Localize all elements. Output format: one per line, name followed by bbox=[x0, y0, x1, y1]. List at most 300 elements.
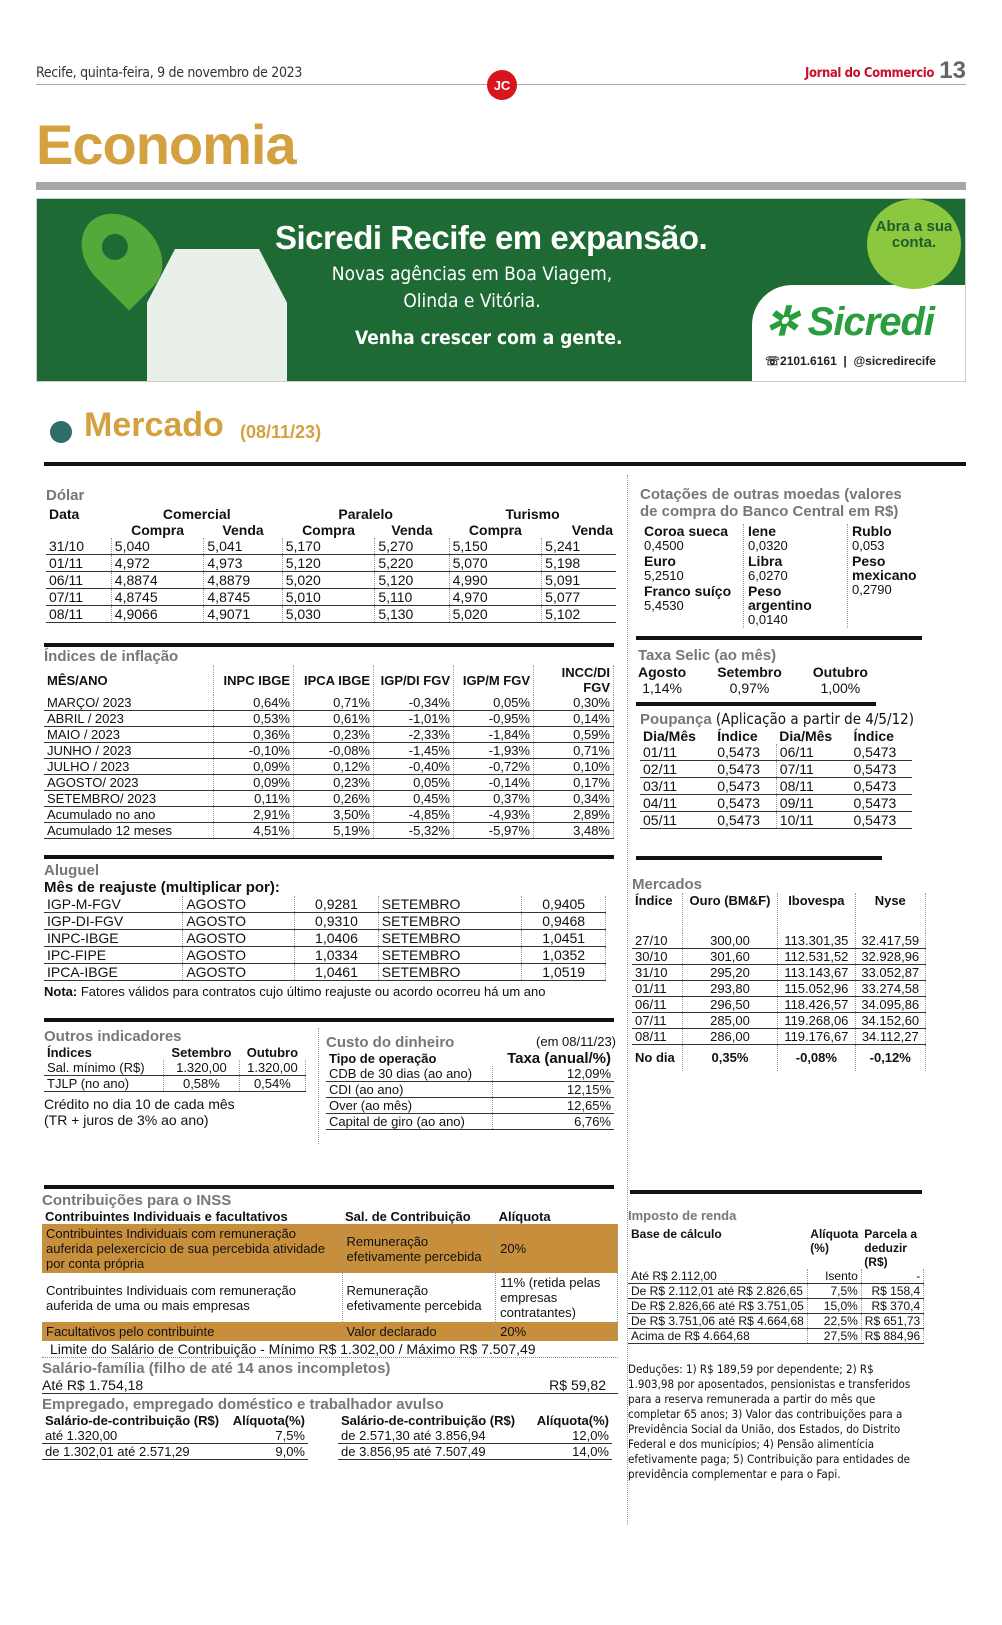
cell: -0,14% bbox=[454, 775, 534, 791]
cell: 0,23% bbox=[294, 775, 374, 791]
cell: 7,5% bbox=[227, 1428, 308, 1444]
mercados-row bbox=[632, 1029, 926, 1045]
section-bar bbox=[36, 182, 966, 190]
inflacao-row bbox=[44, 775, 614, 791]
inflacao-row bbox=[44, 823, 614, 839]
cell: 20% bbox=[496, 1322, 618, 1341]
col-taxa: Taxa (anual/%) bbox=[507, 1050, 611, 1067]
cell: ABRIL / 2023 bbox=[44, 711, 214, 727]
dolar-table bbox=[46, 506, 616, 623]
cell: 14,0% bbox=[529, 1444, 612, 1460]
cell: Isento bbox=[807, 1269, 861, 1284]
cell: 0,36% bbox=[214, 727, 294, 743]
cell: -1,93% bbox=[454, 743, 534, 759]
cell: Contribuintes Individuais com remuneração auferida pelexercício de sua percebida atividade por conta própria bbox=[42, 1224, 342, 1273]
outros-note-1: Crédito no dia 10 de cada mês bbox=[44, 1096, 235, 1112]
cell: 5,070 bbox=[449, 555, 542, 572]
custo-row bbox=[326, 1066, 614, 1082]
cell: 12,15% bbox=[492, 1082, 614, 1098]
rule bbox=[44, 1185, 614, 1189]
cell: R$ 158,4 bbox=[861, 1284, 923, 1299]
currency-name: Libra bbox=[748, 553, 783, 569]
aluguel-row bbox=[44, 947, 606, 964]
cell: JUNHO / 2023 bbox=[44, 743, 214, 759]
salario-familia-title: Salário-família (filho de até 14 anos incompletos) bbox=[42, 1360, 391, 1377]
cell: 12,09% bbox=[492, 1066, 614, 1082]
cell: Remuneração efetivamente percebida bbox=[342, 1273, 496, 1322]
cell: 1,0451 bbox=[522, 930, 606, 947]
cell: De R$ 2.826,66 até R$ 3.751,05 bbox=[628, 1299, 807, 1314]
cell: 0,05% bbox=[374, 775, 454, 791]
aluguel-row bbox=[44, 896, 606, 913]
illustration bbox=[147, 249, 287, 382]
custo-box bbox=[326, 1034, 616, 1130]
dolar-row bbox=[46, 555, 616, 572]
cell: Acumulado no ano bbox=[44, 807, 214, 823]
cell: 12,0% bbox=[529, 1428, 612, 1444]
inflacao-col-header: IGP/M FGV bbox=[454, 665, 534, 695]
cell: Over (ao mês) bbox=[326, 1098, 492, 1114]
cell: 01/11 bbox=[632, 981, 682, 997]
cell: 119.268,06 bbox=[778, 1013, 855, 1029]
cell: 27/10 bbox=[632, 933, 682, 949]
cell: 296,50 bbox=[682, 997, 778, 1013]
note-text: Fatores válidos para contratos cujo último reajuste ou acordo ocorreu há um ano bbox=[77, 984, 546, 999]
cell: CDB de 30 dias (ao ano) bbox=[326, 1066, 492, 1082]
inflacao-row bbox=[44, 807, 614, 823]
cell: 06/11 bbox=[776, 744, 850, 761]
paper-name: Jornal do Commercio bbox=[805, 66, 934, 81]
ir-table bbox=[628, 1227, 924, 1344]
currency-name: Franco suíço bbox=[644, 583, 732, 599]
mercados-row bbox=[632, 965, 926, 981]
cell: 05/11 bbox=[640, 812, 714, 829]
poupanca-row bbox=[640, 812, 912, 829]
cell: 2,89% bbox=[534, 807, 614, 823]
cell: 5,130 bbox=[375, 606, 449, 623]
cell: 4,973 bbox=[204, 555, 282, 572]
cell: 5,19% bbox=[294, 823, 374, 839]
cell: 1,0352 bbox=[522, 947, 606, 964]
selic-item bbox=[813, 664, 868, 696]
cell: 03/11 bbox=[640, 778, 714, 795]
mercados-col-header: Ouro (BM&F) bbox=[682, 893, 778, 933]
mercados-box bbox=[632, 876, 928, 1071]
currency-value: 0,4500 bbox=[644, 538, 684, 553]
currency-name: Peso argentino bbox=[748, 583, 812, 613]
cell: 09/11 bbox=[776, 795, 850, 812]
rule bbox=[636, 636, 922, 640]
cell: 0,9405 bbox=[522, 896, 606, 913]
cell: 06/11 bbox=[632, 997, 682, 1013]
cell: 4,9066 bbox=[111, 606, 204, 623]
inss-table bbox=[42, 1209, 618, 1341]
cell: 1.320,00 bbox=[164, 1060, 240, 1076]
selic-value: 1,14% bbox=[642, 680, 682, 696]
cell: de 3.856,95 até 7.507,49 bbox=[338, 1444, 529, 1460]
cell: 5,198 bbox=[542, 555, 616, 572]
cell: 0,5473 bbox=[714, 812, 776, 829]
salario-familia-row bbox=[42, 1377, 618, 1394]
sub-header: Compra bbox=[131, 522, 185, 538]
cell: 0,34% bbox=[534, 791, 614, 807]
cell: R$ 651,73 bbox=[861, 1314, 923, 1329]
cell: 30/10 bbox=[632, 949, 682, 965]
inflacao-row bbox=[44, 711, 614, 727]
cell: 5,120 bbox=[282, 555, 375, 572]
cell: 07/11 bbox=[632, 1013, 682, 1029]
ad-handle: @sicredirecife bbox=[853, 354, 936, 368]
cell: JULHO / 2023 bbox=[44, 759, 214, 775]
cell: 0,5473 bbox=[714, 778, 776, 795]
inflacao-row bbox=[44, 695, 614, 711]
cell: 04/11 bbox=[640, 795, 714, 812]
custo-row bbox=[326, 1098, 614, 1114]
inss-row bbox=[42, 1322, 618, 1341]
empregado-table-left bbox=[42, 1413, 308, 1460]
cell: 5,010 bbox=[282, 589, 375, 606]
currency-value: 0,0320 bbox=[748, 538, 788, 553]
cell: IGP-M-FGV bbox=[44, 896, 183, 913]
cell: De R$ 3.751,06 até R$ 4.664,68 bbox=[628, 1314, 807, 1329]
cell: AGOSTO bbox=[183, 913, 295, 930]
outros-box bbox=[44, 1028, 312, 1128]
sub-header: Venda bbox=[222, 522, 264, 538]
cell: SETEMBRO bbox=[378, 896, 522, 913]
cell: CDI (ao ano) bbox=[326, 1082, 492, 1098]
cell: AGOSTO/ 2023 bbox=[44, 775, 214, 791]
ir-row bbox=[628, 1329, 924, 1344]
mercado-title: Mercado bbox=[84, 406, 224, 444]
cell: até 1.320,00 bbox=[42, 1428, 227, 1444]
no-dia-cell: -0,12% bbox=[855, 1045, 926, 1071]
ad-contact: ☏2101.6161 | @sicredirecife bbox=[765, 354, 936, 368]
aluguel-box bbox=[44, 862, 616, 999]
cell: MAIO / 2023 bbox=[44, 727, 214, 743]
cell: -5,97% bbox=[454, 823, 534, 839]
col-aliquota: Alíquota(%) bbox=[536, 1413, 609, 1428]
divider bbox=[318, 1028, 319, 1144]
poupanca-title: Poupança bbox=[640, 711, 712, 728]
cell: -0,40% bbox=[374, 759, 454, 775]
empregado-row bbox=[338, 1428, 612, 1444]
mercado-date: (08/11/23) bbox=[240, 422, 322, 442]
cell: 5,020 bbox=[449, 606, 542, 623]
cell: -1,01% bbox=[374, 711, 454, 727]
moedas-column bbox=[640, 524, 744, 628]
cell: -0,08% bbox=[294, 743, 374, 759]
currency-value: 5,4530 bbox=[644, 598, 684, 613]
cell: 4,9071 bbox=[204, 606, 282, 623]
no-dia-cell: No dia bbox=[632, 1045, 682, 1071]
cell: 31/10 bbox=[632, 965, 682, 981]
currency-name: Peso mexicano bbox=[852, 553, 917, 583]
poupanca-row bbox=[640, 778, 912, 795]
mercados-row bbox=[632, 981, 926, 997]
cell: 4,8879 bbox=[204, 572, 282, 589]
cell: 301,60 bbox=[682, 949, 778, 965]
outros-title: Outros indicadores bbox=[44, 1028, 182, 1045]
cell: 5,120 bbox=[375, 572, 449, 589]
ir-deducoes: Deduções: 1) R$ 189,59 por dependente; 2) R$ 1.903,98 por aposentados, pensionistas e transferidos para a reserva remunerada a partir do mês que completar 65 anos; 3) Valor das contribuições para a Previdência Social da União, dos Estados, do Distrito Federal e dos municípios; 4) Pensão alimentícia efetivamente paga; 5) Contribuição para entidades de previdência complementar e para o Fapi. bbox=[628, 1362, 911, 1481]
col-salario: Salário-de-contribuição (R$) bbox=[45, 1413, 220, 1428]
inflacao-table bbox=[44, 665, 614, 839]
cell: 06/11 bbox=[46, 572, 111, 589]
cell: 5,020 bbox=[282, 572, 375, 589]
aluguel-subtitle: Mês de reajuste (multiplicar por): bbox=[44, 879, 280, 896]
currency-value: 6,0270 bbox=[748, 568, 788, 583]
cell: 1,0519 bbox=[522, 964, 606, 981]
ad-title-bold: Sicredi Recife bbox=[275, 219, 487, 256]
cell: -1,84% bbox=[454, 727, 534, 743]
inflacao-box bbox=[44, 648, 616, 839]
dolar-row bbox=[46, 538, 616, 555]
cell: 34.112,27 bbox=[855, 1029, 926, 1045]
cell: Facultativos pelo contribuinte bbox=[42, 1322, 342, 1341]
selic-month: Setembro bbox=[717, 664, 782, 680]
cell: 0,5473 bbox=[714, 744, 776, 761]
cell: 27,5% bbox=[807, 1329, 861, 1344]
cell: 112.531,52 bbox=[778, 949, 855, 965]
cell: -0,72% bbox=[454, 759, 534, 775]
cell: AGOSTO bbox=[183, 896, 295, 913]
cell: Sal. mínimo (R$) bbox=[44, 1060, 164, 1076]
col-aliquota: Alíquota(%) bbox=[232, 1413, 305, 1428]
sicredi-pinwheel-icon: ✲ bbox=[765, 300, 808, 344]
inss-title: Contribuições para o INSS bbox=[42, 1192, 232, 1209]
cell: 3,50% bbox=[294, 807, 374, 823]
cell: 0,05% bbox=[454, 695, 534, 711]
cell: 115.052,96 bbox=[778, 981, 855, 997]
aluguel-row bbox=[44, 964, 606, 981]
empregado-title: Empregado, empregado doméstico e trabalhador avulso bbox=[42, 1396, 444, 1413]
cell: 0,12% bbox=[294, 759, 374, 775]
col-contribuintes: Contribuintes Individuais e facultativos bbox=[45, 1209, 288, 1224]
brand-name: Sicredi bbox=[807, 300, 935, 344]
cell: 0,09% bbox=[214, 775, 294, 791]
cell: 5,170 bbox=[282, 538, 375, 555]
mercados-row bbox=[632, 949, 926, 965]
outros-row bbox=[44, 1060, 306, 1076]
moedas-title-1: Cotações de outras moedas (valores bbox=[640, 486, 902, 503]
rule bbox=[44, 1018, 614, 1022]
col-salario: Salário-de-contribuição (R$) bbox=[341, 1413, 516, 1428]
ad-subtitle-line1: Novas agências em Boa Viagem, bbox=[331, 263, 613, 285]
inflacao-row bbox=[44, 759, 614, 775]
selic-item bbox=[638, 664, 686, 696]
inflacao-col-header: IPCA IBGE bbox=[294, 665, 374, 695]
selic-month: Agosto bbox=[638, 664, 687, 680]
sf-label: Até R$ 1.754,18 bbox=[42, 1377, 144, 1393]
ad-phone: 2101.6161 bbox=[780, 354, 837, 368]
cell: 0,9281 bbox=[295, 896, 379, 913]
cell: Até R$ 2.112,00 bbox=[628, 1269, 807, 1284]
cell: Valor declarado bbox=[342, 1322, 496, 1341]
no-dia-cell: 0,35% bbox=[682, 1045, 778, 1071]
ad-cta: Venha crescer com a gente. bbox=[355, 327, 623, 349]
mercado-rule bbox=[44, 462, 966, 466]
rule bbox=[44, 643, 614, 647]
dolar-title: Dólar bbox=[46, 487, 85, 504]
cell: 5,150 bbox=[449, 538, 542, 555]
cell: MARÇO/ 2023 bbox=[44, 695, 214, 711]
col-indice: Índice bbox=[853, 728, 894, 744]
cell: 0,54% bbox=[239, 1076, 305, 1092]
inflacao-row bbox=[44, 727, 614, 743]
outros-table bbox=[44, 1045, 306, 1092]
currency-value: 0,0140 bbox=[748, 612, 788, 627]
inss-box bbox=[42, 1192, 618, 1460]
poupanca-row bbox=[640, 744, 912, 761]
selic-title: Taxa Selic (ao mês) bbox=[638, 647, 777, 664]
cell: AGOSTO bbox=[183, 930, 295, 947]
cell: 0,5473 bbox=[850, 744, 912, 761]
cell: Contribuintes Individuais com remuneração auferida de uma ou mais empresas bbox=[42, 1273, 342, 1322]
selic-value: 0,97% bbox=[729, 680, 770, 696]
cell: - bbox=[861, 1269, 923, 1284]
cell: TJLP (no ano) bbox=[44, 1076, 164, 1092]
col-outubro: Outubro bbox=[246, 1045, 299, 1060]
cell: 0,58% bbox=[164, 1076, 240, 1092]
cell: 4,8874 bbox=[111, 572, 204, 589]
cell: 0,26% bbox=[294, 791, 374, 807]
col-base: Base de cálculo bbox=[631, 1227, 722, 1241]
mercados-table bbox=[632, 893, 926, 1071]
ad-title bbox=[275, 219, 707, 257]
ir-box bbox=[628, 1208, 922, 1482]
cell: 113.301,35 bbox=[778, 933, 855, 949]
cell: 4,972 bbox=[111, 555, 204, 572]
rule bbox=[636, 856, 882, 860]
poupanca-row bbox=[640, 761, 912, 778]
cell: 31/10 bbox=[46, 538, 111, 555]
aluguel-row bbox=[44, 913, 606, 930]
cell: 0,09% bbox=[214, 759, 294, 775]
mercados-col-header: Índice bbox=[632, 893, 682, 933]
cell: Acima de R$ 4.664,68 bbox=[628, 1329, 807, 1344]
cell: 0,23% bbox=[294, 727, 374, 743]
cell: De R$ 2.112,01 até R$ 2.826,65 bbox=[628, 1284, 807, 1299]
col-data: Data bbox=[49, 506, 80, 522]
sf-value: R$ 59,82 bbox=[549, 1377, 606, 1393]
ir-row bbox=[628, 1284, 924, 1299]
currency-name: Coroa sueca bbox=[644, 523, 729, 539]
empregado-row bbox=[42, 1444, 308, 1460]
cell: -0,34% bbox=[374, 695, 454, 711]
moedas-column bbox=[744, 524, 848, 628]
cell: 22,5% bbox=[807, 1314, 861, 1329]
cell: 5,030 bbox=[282, 606, 375, 623]
dolar-row bbox=[46, 589, 616, 606]
cell: -5,32% bbox=[374, 823, 454, 839]
sub-header: Venda bbox=[391, 522, 433, 538]
cell: 10/11 bbox=[776, 812, 850, 829]
selic-value: 1,00% bbox=[820, 680, 861, 696]
aluguel-table bbox=[44, 896, 606, 981]
dateline: Recife, quinta-feira, 9 de novembro de 2023 bbox=[36, 65, 303, 81]
inflacao-col-header: IGP/DI FGV bbox=[374, 665, 454, 695]
rule bbox=[44, 855, 614, 859]
cell: 4,51% bbox=[214, 823, 294, 839]
custo-title: Custo do dinheiro bbox=[326, 1034, 455, 1051]
outros-row bbox=[44, 1076, 306, 1092]
cell: 5,102 bbox=[542, 606, 616, 623]
custo-row bbox=[326, 1082, 614, 1098]
cell: SETEMBRO bbox=[378, 964, 522, 981]
cell: 0,53% bbox=[214, 711, 294, 727]
moedas-box bbox=[640, 486, 930, 628]
col-aliquota: Alíquota bbox=[498, 1209, 551, 1224]
custo-table bbox=[326, 1051, 614, 1130]
ir-row bbox=[628, 1269, 924, 1284]
cell: R$ 884,96 bbox=[861, 1329, 923, 1344]
cell: 2,91% bbox=[214, 807, 294, 823]
custo-row bbox=[326, 1114, 614, 1130]
inss-row bbox=[42, 1273, 618, 1322]
inss-row bbox=[42, 1224, 618, 1273]
cell: 11% (retida pelas empresas contratantes) bbox=[496, 1273, 618, 1322]
cell: 5,091 bbox=[542, 572, 616, 589]
cell: 293,80 bbox=[682, 981, 778, 997]
cell: 32.928,96 bbox=[855, 949, 926, 965]
sicredi-ad-banner[interactable] bbox=[36, 198, 966, 382]
cell: IPC-FIPE bbox=[44, 947, 183, 964]
cell: 285,00 bbox=[682, 1013, 778, 1029]
col-parcela: Parcela a deduzir (R$) bbox=[864, 1227, 918, 1269]
cell: 118.426,57 bbox=[778, 997, 855, 1013]
cell: 34.095,86 bbox=[855, 997, 926, 1013]
inflacao-col-header: INCC/DI FGV bbox=[534, 665, 614, 695]
empregado-table-right bbox=[338, 1413, 612, 1460]
empregado-row bbox=[338, 1444, 612, 1460]
cell: 0,61% bbox=[294, 711, 374, 727]
cell: 08/11 bbox=[46, 606, 111, 623]
dolar-row bbox=[46, 606, 616, 623]
selic-item bbox=[717, 664, 782, 696]
cell: IGP-DI-FGV bbox=[44, 913, 183, 930]
cell: de 2.571,30 até 3.856,94 bbox=[338, 1428, 529, 1444]
cell: 33.274,58 bbox=[855, 981, 926, 997]
ir-row bbox=[628, 1314, 924, 1329]
aluguel-title: Aluguel bbox=[44, 862, 99, 879]
cell: 0,5473 bbox=[714, 761, 776, 778]
ad-title-rest: em expansão. bbox=[486, 219, 708, 256]
currency-name: Rublo bbox=[852, 523, 892, 539]
inflacao-col-header: MÊS/ANO bbox=[44, 665, 214, 695]
cell: AGOSTO bbox=[183, 947, 295, 964]
cell: -0,10% bbox=[214, 743, 294, 759]
sub-header: Venda bbox=[571, 522, 613, 538]
cell: SETEMBRO bbox=[378, 947, 522, 964]
mercados-col-header: Ibovespa bbox=[778, 893, 855, 933]
cell: Remuneração efetivamente percebida bbox=[342, 1224, 496, 1273]
currency-value: 0,053 bbox=[852, 538, 885, 553]
cell: 0,30% bbox=[534, 695, 614, 711]
cell: 0,14% bbox=[534, 711, 614, 727]
aluguel-note bbox=[44, 984, 616, 999]
cell: 0,5473 bbox=[850, 761, 912, 778]
cell: 0,9468 bbox=[522, 913, 606, 930]
page-number: 13 bbox=[939, 57, 966, 84]
cell: 0,11% bbox=[214, 791, 294, 807]
col-dia: Dia/Mês bbox=[643, 728, 696, 744]
group-turismo: Turismo bbox=[505, 506, 560, 522]
cell: 3,48% bbox=[534, 823, 614, 839]
cell: 0,71% bbox=[534, 743, 614, 759]
ad-subtitle bbox=[297, 261, 647, 315]
cell: -0,95% bbox=[454, 711, 534, 727]
col-aliquota: Alíquota (%) bbox=[810, 1227, 859, 1255]
